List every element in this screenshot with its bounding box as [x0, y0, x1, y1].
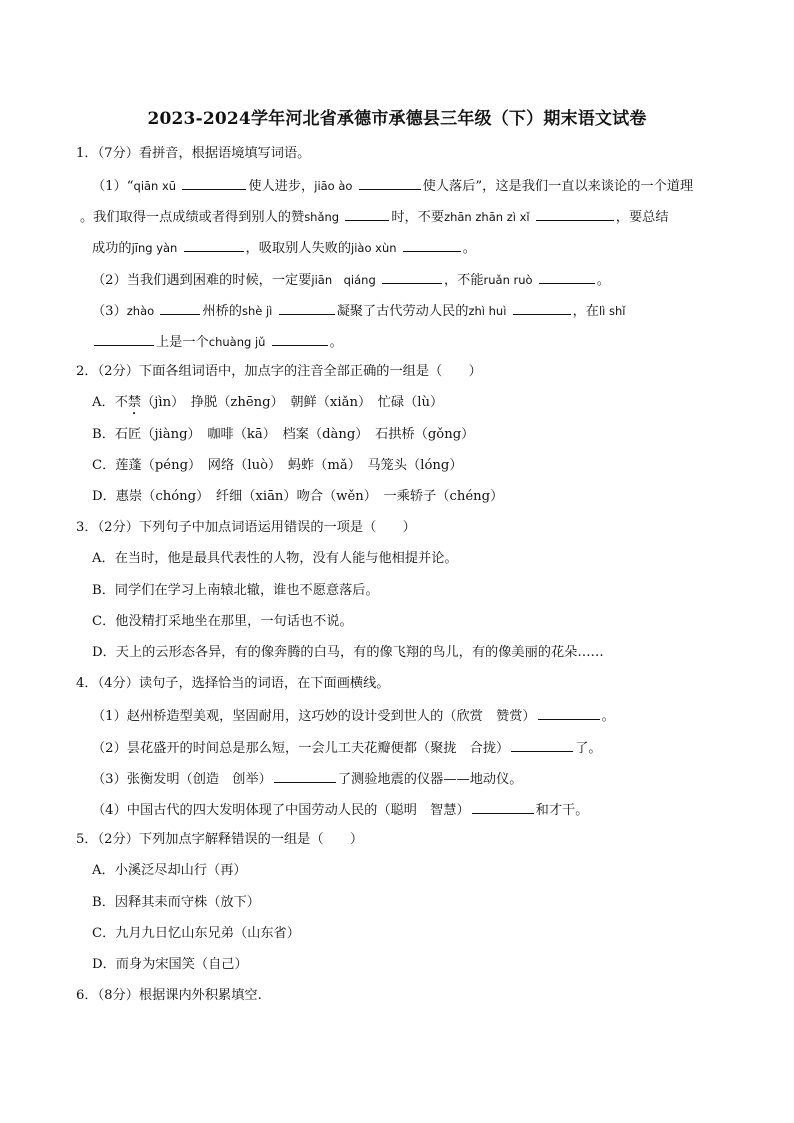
q2-heading: 2．（2分）下面各组词语中，加点字的注音全部正确的一组是（ ）: [76, 364, 482, 379]
answer-blank[interactable]: [539, 270, 595, 284]
q4-line-3: （3）张衡发明（创造 创举） 了测验地震的仪器——地动仪。: [92, 769, 522, 787]
pinyin: qiān xū: [133, 179, 177, 193]
pinyin: zhān zhān zì xǐ: [444, 210, 530, 224]
pinyin: jīng yàn: [131, 241, 178, 255]
answer-blank[interactable]: [382, 270, 442, 284]
q3-heading: 3．（2分）下列句子中加点词语运用错误的一项是（ ）: [76, 520, 416, 535]
q1-line-2: 。我们取得一点成绩或者得到别人的赞shǎng 时，不要zhān zhān zì xǐ ，要总结: [80, 207, 669, 225]
q5-option-b[interactable]: B．因释其耒而守株（放下）: [92, 895, 260, 910]
answer-blank[interactable]: [513, 301, 571, 315]
answer-blank[interactable]: [274, 769, 336, 783]
q4-line-2: （2）昙花盛开的时间总是那么短，一会儿工夫花瓣便都（聚拢 合拢） 了。: [92, 738, 602, 756]
answer-blank[interactable]: [511, 738, 573, 752]
answer-blank[interactable]: [345, 207, 389, 221]
answer-blank[interactable]: [184, 238, 244, 252]
q3-option-d[interactable]: D．天上的云形态各异，有的像奔腾的白马，有的像飞翔的鸟儿，有的像美丽的花朵……: [92, 645, 604, 660]
pinyin: ruǎn ruò: [483, 273, 533, 287]
exam-title: 2023-2024学年河北省承德市承德县三年级（下）期末语文试卷: [147, 109, 647, 129]
pinyin: zhào: [126, 304, 155, 318]
q1-line-3: 成功的jīng yàn ，吸取别人失败的jiào xùn 。: [92, 238, 476, 256]
pinyin: lì shǐ: [598, 304, 626, 318]
q3-option-a[interactable]: A．在当时，他是最具代表性的人物，没有人能与他相提并论。: [92, 551, 458, 566]
q3-option-c[interactable]: C．他没精打采地坐在那里，一句话也不说。: [92, 614, 353, 629]
q6-heading: 6．（8分）根据课内外积累填空.: [76, 988, 262, 1003]
q5-heading: 5．（2分）下列加点字解释错误的一组是（ ）: [76, 832, 364, 847]
answer-blank[interactable]: [279, 301, 335, 315]
pinyin: jiāo ào: [314, 179, 353, 193]
q1-line-1: （1）“qiān xū 使人进步，jiāo ào 使人落后”，这是我们一直以来谈论的一个道理: [92, 176, 693, 194]
q4-line-4: （4）中国古代的四大发明体现了中国劳动人民的（聪明 智慧） 和才干。: [92, 800, 588, 818]
answer-blank[interactable]: [403, 238, 461, 252]
q1-line-6: 上是一个chuàng jǔ 。: [92, 332, 343, 350]
pinyin: shǎng: [304, 210, 340, 224]
q1-line-5: （3）zhào 州桥的shè jì 凝聚了古代劳动人民的zhì huì ，在lì shǐ: [92, 301, 626, 319]
pinyin: jiān qiáng: [311, 273, 376, 287]
q2-option-b[interactable]: B．石匠（jiàng） 咖啡（kā） 档案（dàng） 石拱桥（gǒng）: [92, 427, 475, 442]
q4-line-1: （1）赵州桥造型美观，坚固耐用，这巧妙的设计受到世人的（欣赏 赞赏） 。: [92, 706, 615, 724]
q2-option-d[interactable]: D．惠崇（chóng） 纤细（xiān）吻合（wěn） 一乘轿子（chéng）: [92, 489, 504, 504]
answer-blank[interactable]: [182, 176, 246, 190]
pinyin: jiào xùn: [351, 241, 397, 255]
answer-blank[interactable]: [160, 301, 200, 315]
q1-line-4: （2）当我们遇到困难的时候，一定要jiān qiáng ，不能ruǎn ruò 。: [92, 270, 610, 288]
answer-blank[interactable]: [536, 207, 614, 221]
answer-blank[interactable]: [359, 176, 421, 190]
answer-blank[interactable]: [538, 706, 600, 720]
q5-option-d[interactable]: D．而身为宋国笑（自己）: [92, 957, 248, 972]
pinyin: shè jì: [241, 304, 273, 318]
answer-blank[interactable]: [272, 332, 328, 346]
q5-option-a[interactable]: A．小溪泛尽却山行（再）: [92, 863, 247, 878]
answer-blank[interactable]: [94, 332, 154, 346]
answer-blank[interactable]: [472, 800, 534, 814]
q1-heading: 1．（7分）看拼音，根据语境填写词语。: [76, 146, 311, 161]
q3-option-b[interactable]: B．同学们在学习上南辕北辙，谁也不愿意落后。: [92, 583, 379, 598]
q5-option-c[interactable]: C．九月九日忆山东兄弟（山东省）: [92, 926, 300, 941]
q4-heading: 4．（4分）读句子，选择恰当的词语，在下面画横线。: [76, 676, 390, 691]
q2-option-c[interactable]: C．莲蓬（péng） 网络（luò） 蚂蚱（mǎ） 马笼头（lóng）: [92, 458, 463, 473]
q2-option-a[interactable]: A．不禁（jìn） 挣脱（zhēng） 朝鲜（xiǎn） 忙碌（lù）: [92, 395, 444, 410]
pinyin: chuàng jǔ: [208, 335, 266, 349]
pinyin: zhì huì: [468, 304, 507, 318]
